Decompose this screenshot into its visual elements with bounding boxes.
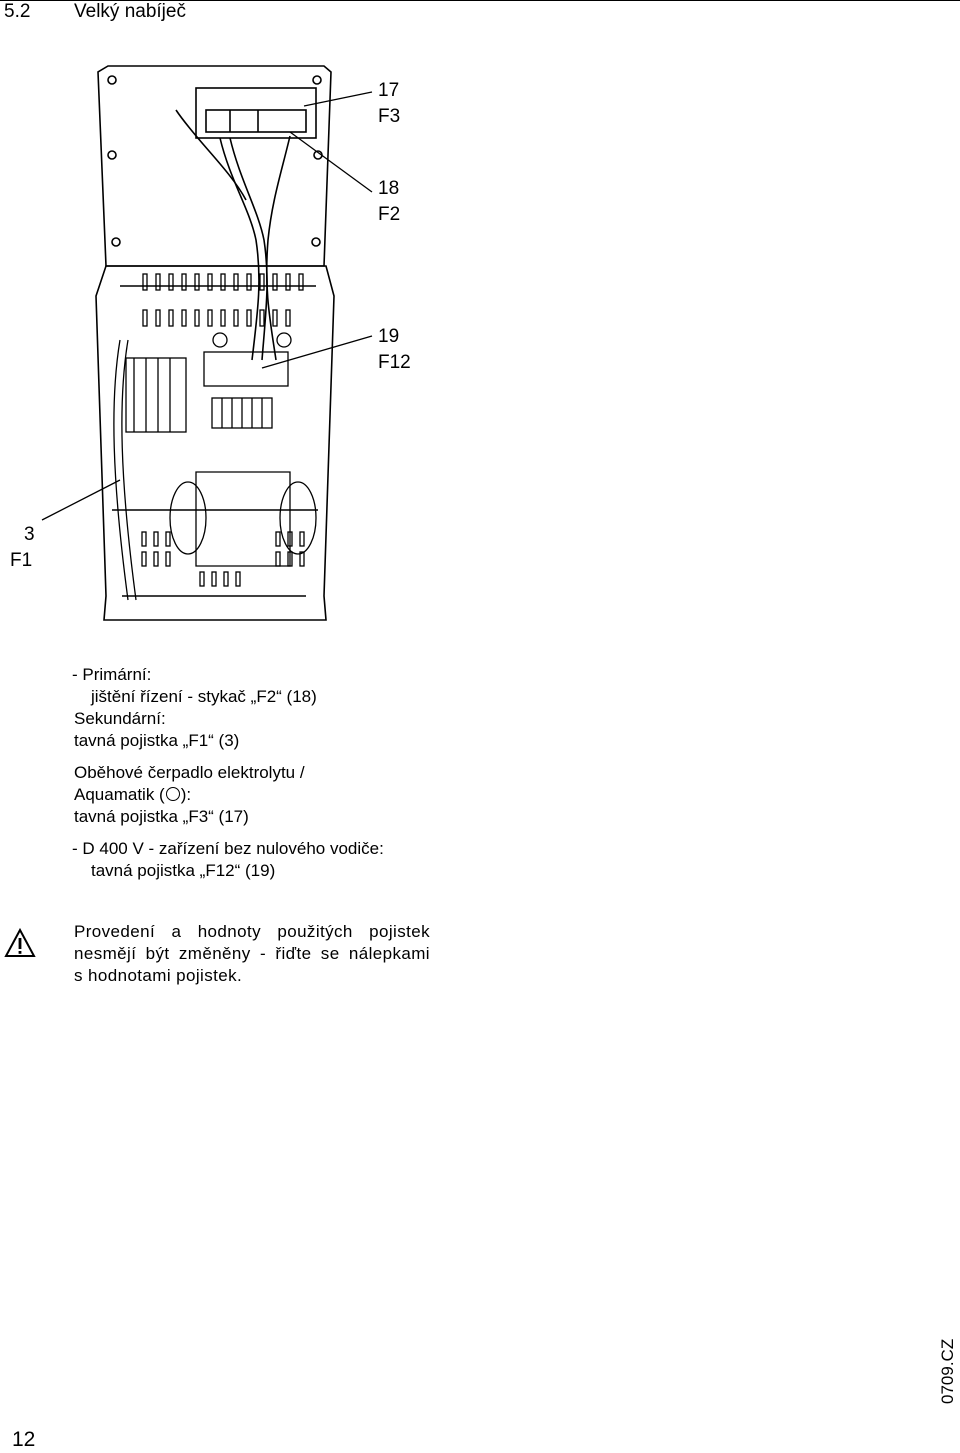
d400-heading: - D 400 V - zařízení bez nulového vodiče: bbox=[72, 839, 384, 858]
callout-number: 19 bbox=[378, 326, 400, 347]
fuse-description bbox=[72, 664, 384, 882]
callout-3 bbox=[10, 522, 35, 574]
warning-line: Provedení a hodnoty použitých pojistek bbox=[74, 922, 430, 941]
callout-number: 17 bbox=[378, 80, 400, 101]
callout-fuse: F2 bbox=[378, 204, 401, 225]
page-number: 12 bbox=[12, 1428, 36, 1451]
warning-text bbox=[74, 921, 430, 987]
d400-detail: tavná pojistka „F12“ (19) bbox=[91, 861, 276, 880]
primary-detail: jištění řízení - stykač „F2“ (18) bbox=[91, 687, 317, 706]
document-code: 0709.CZ bbox=[938, 1338, 957, 1404]
callout-number: 3 bbox=[24, 524, 35, 545]
pump-line-1: Oběhové čerpadlo elektrolytu / bbox=[74, 763, 305, 782]
callout-number: 18 bbox=[378, 178, 400, 199]
warning-line: s hodnotami pojistek. bbox=[74, 966, 243, 985]
section-number: 5.2 bbox=[4, 1, 31, 22]
warning-triangle-icon bbox=[4, 928, 36, 963]
callout-17 bbox=[378, 78, 400, 130]
pump-line-2 bbox=[72, 784, 384, 806]
pump-line-2-suffix: ): bbox=[180, 785, 192, 804]
pump-line-3: tavná pojistka „F3“ (17) bbox=[74, 807, 249, 826]
circle-symbol-icon bbox=[166, 787, 180, 801]
warning-line: nesmějí být změněny - řiďte se nálepkami bbox=[74, 944, 430, 963]
section-header bbox=[0, 0, 960, 35]
section-title: Velký nabíječ bbox=[74, 1, 186, 22]
callout-19 bbox=[378, 324, 411, 376]
callout-fuse: F1 bbox=[10, 550, 33, 571]
primary-heading: - Primární: bbox=[72, 665, 152, 684]
pump-line-2-prefix: Aquamatik ( bbox=[74, 785, 165, 804]
secondary-detail: tavná pojistka „F1“ (3) bbox=[74, 731, 240, 750]
secondary-heading: Sekundární: bbox=[74, 709, 166, 728]
callout-fuse: F12 bbox=[378, 352, 411, 373]
callout-fuse: F3 bbox=[378, 106, 401, 127]
callout-18 bbox=[378, 176, 400, 228]
